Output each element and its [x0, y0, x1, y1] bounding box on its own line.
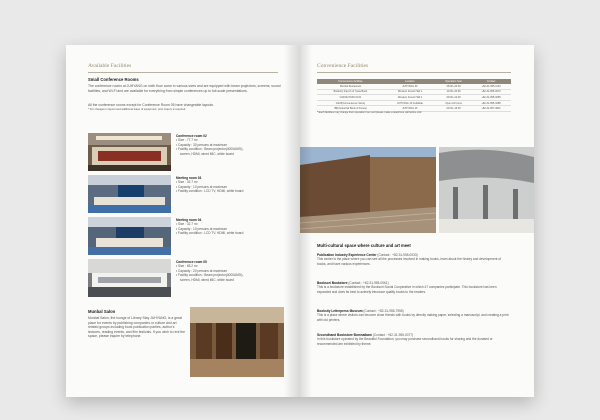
venue-contact: (Contact : +82-31-955-0077)	[371, 333, 414, 337]
meeting-room-04-photo	[88, 217, 171, 255]
building-exterior-photo	[300, 147, 436, 233]
room-05-name: Conference room 05	[176, 260, 207, 264]
room-04-info	[176, 218, 286, 236]
room-03-line: • Facility condition : LCD TV, HDMI, white board	[176, 189, 244, 194]
room-02-info	[176, 134, 286, 156]
room-02-line: • Size : 77.7 m²	[176, 138, 198, 143]
multicultural-heading: Multi-cultural space where culture and art meet	[317, 243, 411, 248]
room-05-line: • Capacity : 20 persons at maximum	[176, 268, 228, 273]
table-cell: JUHYANG 1F buildside	[384, 100, 436, 106]
table-cell: +82-31-955-0095	[471, 95, 511, 101]
venue-item	[317, 281, 511, 294]
venue-body: This is a bookstore established by the Booksori Social Cooperative in which 47 companies participate. This bookstore has been expanded and does its best to actively introduce quality books to the readers.	[317, 285, 497, 294]
room-02-line: • Facility condition : Beam projector(4000ANSI),	[176, 147, 244, 152]
left-page	[66, 45, 300, 397]
salon-body: Munbal Salon, the lounge of Library Stay JUHYANG, is a great place for events by publishing companies or culture and art related groups including book publication parties, author's lectures, reading events, and film festivals. If you wish to rent the space, please inquire by telephone.	[88, 316, 186, 339]
room-02-name: Conference room 02	[176, 134, 207, 138]
salon-heading: Munbal Salon	[88, 309, 116, 314]
venue-body: In this bookstore operated by the Beautiful Foundation, you may purchase secondhand books for sharing and the donated or recommended are exhibited by theme.	[317, 337, 493, 346]
section-rule	[317, 72, 511, 73]
small-rooms-intro: The conference rooms at JUHYANG on sixth floor come in various sizes and are equipped with beam projectors, screens, sound facilities, and Wi-Fi and are available for everything from simple conferences up to full-scale presentations.	[88, 84, 281, 93]
brochure-spread	[66, 45, 534, 397]
table-cell: Booksity branch of Yewa Book	[317, 89, 384, 95]
table-cell: CAFFE PASCUCCI	[317, 95, 384, 101]
room-05-line: screen, HDMI, wired MIC, white board	[180, 277, 234, 282]
venue-title: Publication Industry Experience Center	[317, 253, 377, 257]
table-cell: 10:00~20:00	[436, 89, 471, 95]
room-05-line: • Facility condition : Beam projector(4000ANSI),	[176, 273, 244, 278]
table-cell: +82-31-955-1133	[471, 84, 511, 89]
venue-contact: (Contact : +82-31-955-7955)	[362, 309, 404, 313]
small-rooms-heading: Small Conference Rooms	[88, 77, 139, 82]
room-03-line: • Size : 32.7 m²	[176, 180, 198, 185]
table-cell: GS25(Convenience Store)	[317, 100, 384, 106]
room-02-line: screen, HDMI, wired MIC, white board	[180, 151, 234, 156]
spine-shadow	[300, 45, 312, 397]
room-04-line: • Facility condition : LCD TV, HDMI, white board	[176, 231, 244, 236]
venue-body: This center is the place where you can see all the processes involved in making books, learn about the history and development of books, and have various experiences.	[317, 257, 501, 266]
venue-title: Secondhand Bookstore Bomnalbam	[317, 333, 372, 337]
col-header: Contact	[471, 79, 511, 84]
table-cell: 09:00~22:00	[436, 95, 471, 101]
room-03-name: Meeting room 03	[176, 176, 202, 180]
table-cell: Munbal Restaurant	[317, 84, 384, 89]
table-note: * Each facilities may change their operation hour and please make a telephone call before visit.	[317, 111, 423, 114]
venue-title: Booksity Letterpress Museum	[317, 309, 363, 313]
meeting-room-03-photo	[88, 175, 171, 213]
table-cell: JUHYANG 1F	[384, 106, 436, 112]
room-02-line: • Capacity : 30 persons at maximum	[176, 142, 228, 147]
venue-item	[317, 309, 511, 322]
venue-contact: (Contact : +82-31-955-0033)	[376, 253, 418, 257]
col-header: Convenience facilities	[317, 79, 384, 84]
section-rule	[88, 72, 278, 73]
room-04-line: • Capacity : 10 persons at maximum	[176, 226, 228, 231]
spine-shadow	[284, 45, 300, 397]
room-03-line: • Capacity : 10 persons at maximum	[176, 184, 228, 189]
venue-title: Booksori Bookstore	[317, 281, 348, 285]
venue-item	[317, 253, 511, 266]
table-cell: Open 24 hours	[436, 100, 471, 106]
room-04-name: Meeting room 04	[176, 218, 202, 222]
right-page	[300, 45, 534, 397]
table-cell: JUHYANG 3F	[384, 84, 436, 89]
table-cell: IBK(Industrial Bank of Korea)	[317, 106, 384, 112]
col-header: Location	[384, 79, 436, 84]
table-cell: +82-31-957-3831	[471, 106, 511, 112]
conference-room-05-photo	[88, 259, 171, 297]
table-cell: +82-31-955-0072	[471, 89, 511, 95]
venue-item	[317, 333, 511, 346]
table-cell: Western Forest Hall 1	[384, 89, 436, 95]
col-header: Operation hour	[436, 79, 471, 84]
conference-room-02-photo	[88, 133, 171, 171]
table-cell: +82-31-955-3288	[471, 100, 511, 106]
small-rooms-footnote: * For changes in layout and additional lease of equipment, prior inquiry is required.	[88, 108, 187, 111]
table-cell: Western Forest Hall 2	[384, 95, 436, 101]
convenience-table	[317, 79, 511, 112]
room-04-line: • Size : 32.7 m²	[176, 222, 198, 227]
venue-contact: (Contact : +82-31-955-0061)	[347, 281, 389, 285]
room-03-info	[176, 176, 286, 194]
table-cell: 09:30~15:30	[436, 106, 471, 112]
section-title-available: Available Facilities	[88, 63, 132, 69]
table-cell: 08:00~20:00	[436, 84, 471, 89]
small-rooms-note: All the conference rooms except for Conference Room 05 have changeable layouts.	[88, 103, 214, 107]
room-05-line: • Size : 65.2 m²	[176, 264, 198, 269]
section-title-convenience: Convenience Facilities	[317, 63, 369, 69]
venue-body: This is a place where visitors can become close friends with books by directly making paper, selecting a manuscript, and creating a print with old printers.	[317, 313, 509, 322]
room-05-info	[176, 260, 286, 282]
munbal-salon-photo	[190, 307, 284, 377]
interior-ceiling-photo	[439, 147, 534, 233]
